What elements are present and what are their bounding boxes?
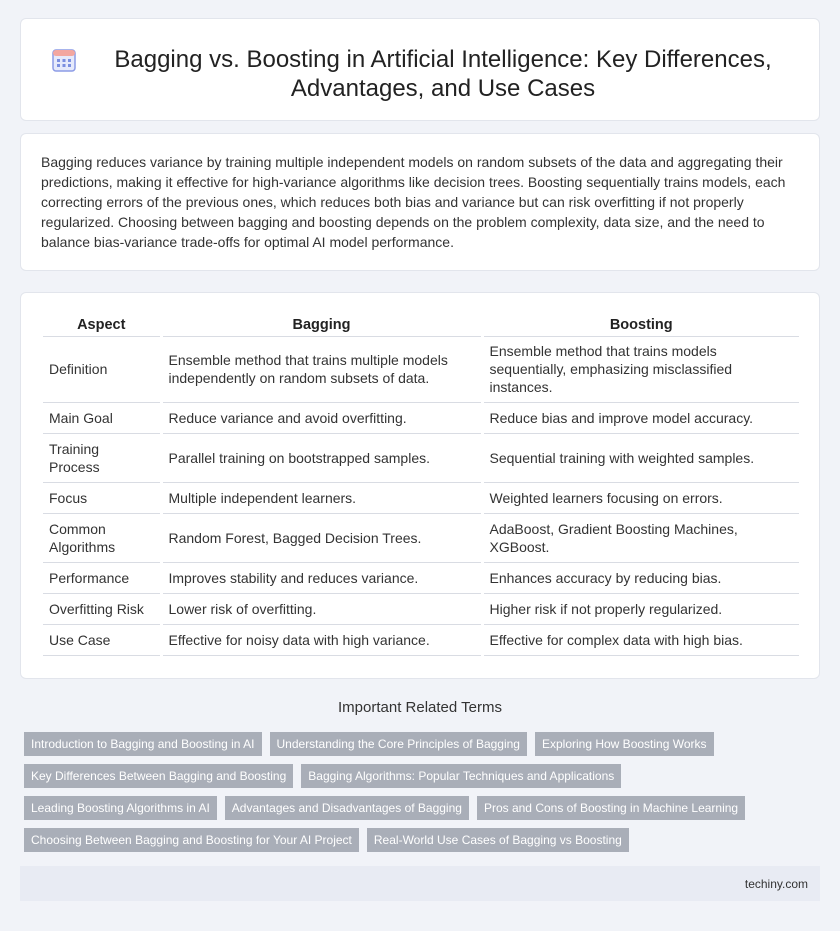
related-term-link[interactable]: Leading Boosting Algorithms in AI <box>24 796 217 820</box>
aspect-cell: Performance <box>43 562 161 593</box>
related-term-link[interactable]: Introduction to Bagging and Boosting in AI <box>24 732 262 756</box>
aspect-cell: Training Process <box>43 433 161 482</box>
comparison-table-card <box>20 292 820 679</box>
aspect-cell: Definition <box>43 336 161 402</box>
bagging-cell: Reduce variance and avoid overfitting. <box>161 402 482 433</box>
related-terms-title: Important Related Terms <box>338 699 502 716</box>
table-row <box>43 336 799 402</box>
boosting-cell: Ensemble method that trains models sequentially, emphasizing misclassified instances. <box>482 336 799 402</box>
boosting-cell: AdaBoost, Gradient Boosting Machines, XGBoost. <box>482 513 799 562</box>
table-row <box>43 482 799 513</box>
bagging-cell: Improves stability and reduces variance. <box>161 562 482 593</box>
bagging-cell: Parallel training on bootstrapped samples. <box>161 433 482 482</box>
table-row <box>43 562 799 593</box>
header-bagging: Bagging <box>161 313 482 336</box>
boosting-cell: Effective for complex data with high bias. <box>482 624 799 655</box>
related-term-link[interactable]: Bagging Algorithms: Popular Techniques and Applications <box>301 764 621 788</box>
table-row <box>43 624 799 655</box>
aspect-cell: Overfitting Risk <box>43 593 161 624</box>
related-term-link[interactable]: Choosing Between Bagging and Boosting for Your AI Project <box>24 828 359 852</box>
bagging-cell: Ensemble method that trains multiple models independently on random subsets of data. <box>161 336 482 402</box>
related-term-link[interactable]: Understanding the Core Principles of Bagging <box>270 732 527 756</box>
footer-site-link[interactable]: techiny.com <box>744 876 808 891</box>
header-aspect: Aspect <box>43 313 161 336</box>
summary-text: Bagging reduces variance by training multiple independent models on random subsets of the data and aggregating their predictions, making it effective for high-variance algorithms like decision trees. Boosting sequentially trains models, each correcting errors of the previous ones, which reduces both bias and variance but can risk overfitting if not properly regularized. Choosing between bagging and boosting depends on the problem complexity, data size, and the need to balance bias-variance trade-offs for optimal AI model performance. <box>41 154 786 250</box>
boosting-cell: Reduce bias and improve model accuracy. <box>482 402 799 433</box>
header-boosting: Boosting <box>482 313 799 336</box>
aspect-cell: Main Goal <box>43 402 161 433</box>
page-title: Bagging vs. Boosting in Artificial Intelligence: Key Differences, Advantages, and Use Cases <box>114 46 772 102</box>
table-row <box>43 402 799 433</box>
boosting-cell: Sequential training with weighted samples. <box>482 433 799 482</box>
summary-card <box>20 133 820 271</box>
table-row <box>43 433 799 482</box>
boosting-cell: Weighted learners focusing on errors. <box>482 482 799 513</box>
bagging-cell: Random Forest, Bagged Decision Trees. <box>161 513 482 562</box>
related-terms-tags <box>24 732 820 852</box>
related-term-link[interactable]: Advantages and Disadvantages of Bagging <box>225 796 469 820</box>
footer <box>20 866 820 901</box>
related-term-link[interactable]: Real-World Use Cases of Bagging vs Boosting <box>367 828 629 852</box>
title-row <box>21 19 819 103</box>
aspect-cell: Use Case <box>43 624 161 655</box>
bagging-cell: Lower risk of overfitting. <box>161 593 482 624</box>
comparison-table <box>43 313 799 656</box>
table-row <box>43 593 799 624</box>
aspect-cell: Common Algorithms <box>43 513 161 562</box>
aspect-cell: Focus <box>43 482 161 513</box>
table-row <box>43 513 799 562</box>
header-card <box>20 18 820 121</box>
calendar-icon <box>51 47 77 73</box>
boosting-cell: Higher risk if not properly regularized. <box>482 593 799 624</box>
bagging-cell: Multiple independent learners. <box>161 482 482 513</box>
bagging-cell: Effective for noisy data with high variance. <box>161 624 482 655</box>
boosting-cell: Enhances accuracy by reducing bias. <box>482 562 799 593</box>
related-term-link[interactable]: Pros and Cons of Boosting in Machine Learning <box>477 796 745 820</box>
related-term-link[interactable]: Key Differences Between Bagging and Boosting <box>24 764 293 788</box>
related-term-link[interactable]: Exploring How Boosting Works <box>535 732 714 756</box>
table-header-row <box>43 313 799 336</box>
